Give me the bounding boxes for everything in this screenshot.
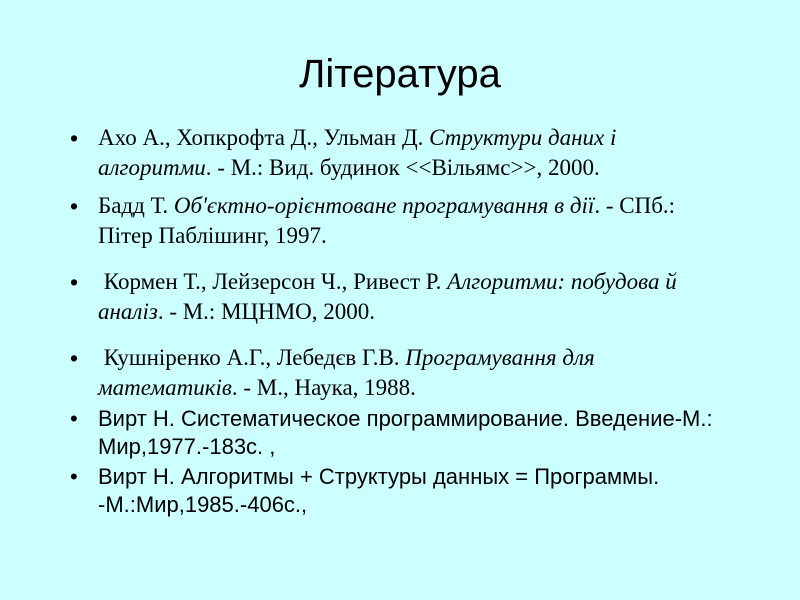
- reference-item: [70, 405, 730, 461]
- reference-authors: Кормен Т., Лейзерсон Ч., Ривест Р.: [103, 269, 448, 294]
- reference-publisher: . - М., Наука, 1988.: [231, 375, 416, 400]
- reference-publisher: . - М.: МЦНМО, 2000.: [157, 299, 376, 324]
- reference-item: [70, 463, 730, 519]
- reference-item: [70, 267, 730, 327]
- reference-book-title: Алгоритми: побудова й аналіз: [98, 269, 677, 324]
- reference-book-title: Об'єктно-орієнтоване програмування в дії: [173, 193, 595, 218]
- slide-title: Література: [299, 52, 501, 96]
- reference-book-title: Структури даних і алгоритми: [98, 125, 617, 180]
- reference-authors: Ахо А., Хопкрофта Д., Ульман Д.: [98, 125, 430, 150]
- reference-text: Вирт Н. Алгоритмы + Структуры данных = Программы. -М.:Мир,1985.-406с.,: [98, 464, 660, 517]
- reference-item: [70, 123, 730, 183]
- reference-publisher: . - СПб.: Пітер Паблішинг, 1997.: [98, 193, 676, 248]
- reference-list: [70, 123, 730, 519]
- reference-text: Вирт Н. Систематическое программирование. Введение-М.: Мир,1977.-183с. ,: [98, 406, 713, 459]
- reference-authors: Бадд Т.: [98, 193, 174, 218]
- reference-publisher: . - М.: Вид. будинок <<Вільямс>>, 2000.: [205, 155, 600, 180]
- reference-book-title: Програмування для математиків: [98, 345, 595, 400]
- reference-item: [70, 191, 730, 251]
- reference-item: [70, 343, 730, 403]
- reference-authors: Кушніренко А.Г., Лебедєв Г.В.: [103, 345, 406, 370]
